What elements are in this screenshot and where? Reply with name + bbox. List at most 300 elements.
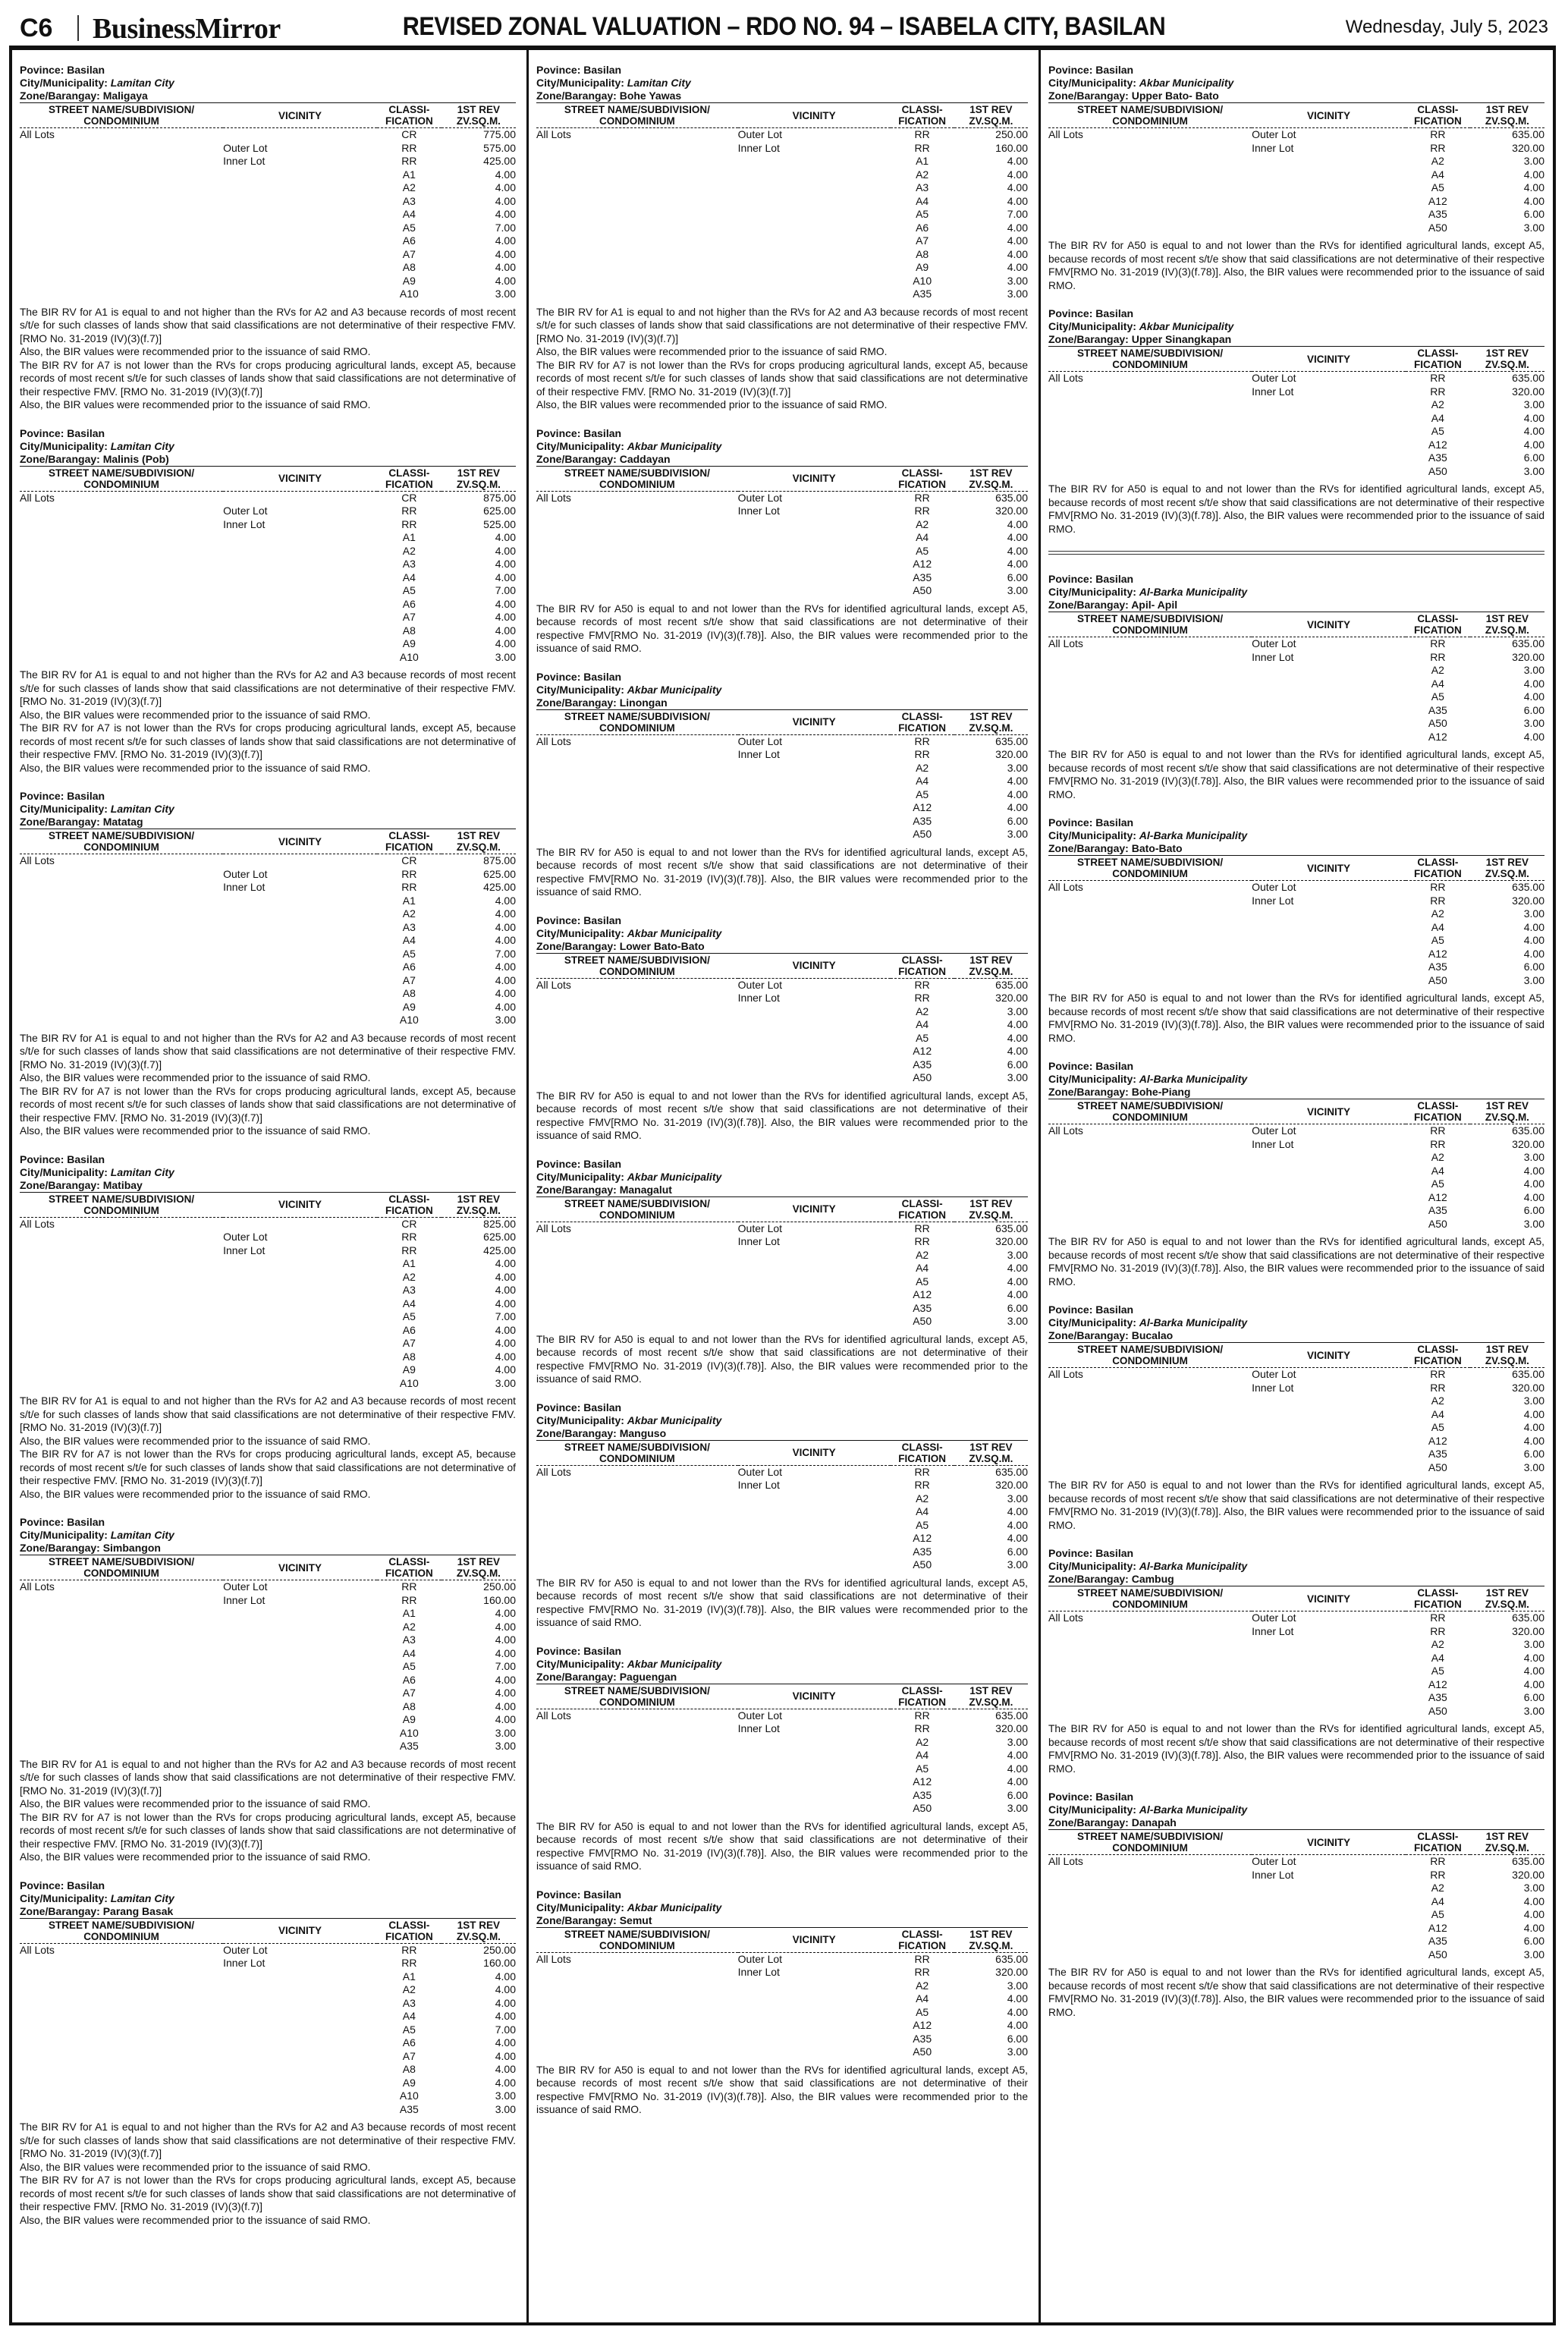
vicinity-cell <box>1252 1408 1406 1422</box>
vicinity-cell <box>223 1284 377 1297</box>
value-cell: 4.00 <box>495 1646 516 1659</box>
col-class-header: CLASSI- FICATION <box>1406 856 1470 881</box>
classification-cell: A2 <box>916 1248 929 1261</box>
classification-cell: A2 <box>402 1620 416 1633</box>
street-cell <box>1048 181 1252 195</box>
page-header <box>17 8 1551 45</box>
street-cell <box>1048 1395 1252 1408</box>
classification-cell: A2 <box>1431 1882 1444 1894</box>
table-row <box>1048 439 1544 452</box>
zone-line <box>20 1542 516 1555</box>
vicinity-cell <box>738 195 891 209</box>
value-cell: 4.00 <box>495 1000 516 1013</box>
vicinity-cell <box>738 1979 891 1993</box>
value-cell: 635.00 <box>995 1222 1028 1234</box>
classification-cell: A50 <box>913 1802 932 1814</box>
classification-cell: RR <box>401 1593 417 1606</box>
classification-cell: A50 <box>1428 1461 1447 1473</box>
table-row <box>20 222 516 235</box>
zone-name: Lower Bato-Bato <box>619 939 705 952</box>
vicinity-cell <box>223 558 377 571</box>
vicinity-cell <box>223 531 377 545</box>
table-row <box>1048 1408 1544 1422</box>
street-cell <box>20 168 223 182</box>
col-vicinity-header: VICINITY <box>223 466 377 491</box>
table-row <box>1048 398 1544 412</box>
value-cell: 4.00 <box>1523 1908 1544 1920</box>
vicinity-cell <box>1252 1638 1406 1652</box>
zone-line <box>1048 333 1544 346</box>
value-cell: 3.00 <box>1523 1395 1544 1407</box>
table-row <box>536 1736 1028 1750</box>
street-cell <box>20 1363 223 1377</box>
province-name: Basilan <box>67 1152 105 1165</box>
city-line <box>536 1658 1028 1671</box>
classification-cell: A2 <box>916 168 929 181</box>
footnote-text: The BIR RV for A1 is equal to and not higher than the RVs for A2 and A3 because records of most recent s/t/e for such classes of lands show that said classifications are not determinative of their respective FMV. [RMO No. 31-2019 (IV)(3)(f.7)] <box>536 306 1028 344</box>
table-header-row <box>536 1684 1028 1709</box>
zone-name: Caddayan <box>619 452 671 465</box>
table-row <box>1048 907 1544 921</box>
vicinity-cell <box>1252 664 1406 678</box>
zone-section <box>20 790 516 1138</box>
valuation-table <box>536 1927 1028 2059</box>
table-row <box>1048 1165 1544 1178</box>
table-row <box>536 558 1028 571</box>
vicinity-cell <box>738 1749 891 1762</box>
zone-name: Simbangon <box>102 1542 161 1554</box>
zone-section <box>1048 1303 1544 1532</box>
street-cell: All Lots <box>1048 637 1083 649</box>
province-line <box>536 1401 1028 1414</box>
vicinity-cell <box>223 948 377 961</box>
value-cell: 4.00 <box>495 1983 516 1995</box>
table-row <box>536 222 1028 235</box>
classification-cell: A4 <box>916 194 929 207</box>
col-vicinity-header: VICINITY <box>1252 1343 1406 1368</box>
street-cell <box>536 234 738 248</box>
vicinity-cell <box>223 854 377 868</box>
classification-cell: A8 <box>402 2063 416 2075</box>
value-cell: 6.00 <box>1523 703 1544 716</box>
street-cell <box>20 505 223 518</box>
value-cell: 4.00 <box>1523 934 1544 946</box>
valuation-table <box>536 1684 1028 1816</box>
value-cell: 4.00 <box>495 894 516 907</box>
classification-cell: A12 <box>913 1532 932 1544</box>
zone-name: Bucalao <box>1131 1329 1174 1341</box>
table-row <box>536 1071 1028 1085</box>
classification-cell: A5 <box>916 544 929 557</box>
value-cell: 4.00 <box>1523 181 1544 193</box>
col-vicinity-header: VICINITY <box>738 953 891 978</box>
col-street-header: STREET NAME/SUBDIVISION/ CONDOMINIUM <box>536 466 738 491</box>
vicinity-cell <box>738 1519 891 1533</box>
city-label: City/Municipality: <box>536 926 624 939</box>
classification-cell: RR <box>1430 1624 1446 1637</box>
vicinity-cell <box>738 1789 891 1803</box>
province-line <box>1048 307 1544 320</box>
city-label: City/Municipality: <box>20 1165 108 1178</box>
value-cell: 3.00 <box>1007 1802 1028 1814</box>
footnote-text: Also, the BIR values were recommended prior to the issuance of said RMO. <box>536 346 888 357</box>
classification-cell: A9 <box>402 1363 416 1376</box>
classification-cell: A50 <box>913 1558 932 1571</box>
table-row <box>20 1271 516 1284</box>
table-row <box>20 934 516 948</box>
city-line <box>1048 829 1544 842</box>
vicinity-cell <box>223 1014 377 1027</box>
vicinity-cell <box>1252 1652 1406 1665</box>
classification-cell: A7 <box>402 1337 416 1349</box>
table-row <box>20 571 516 585</box>
vicinity-cell <box>223 1377 377 1391</box>
vicinity-cell <box>1252 1178 1406 1191</box>
province-label: Povince: <box>1048 1060 1093 1072</box>
province-name: Basilan <box>67 1516 105 1528</box>
table-header-row <box>1048 1830 1544 1855</box>
classification-cell: A2 <box>1431 398 1444 410</box>
table-row <box>536 1275 1028 1289</box>
value-cell: 4.00 <box>1007 221 1028 234</box>
classification-cell: RR <box>914 748 930 760</box>
province-name: Basilan <box>583 670 622 683</box>
col-street-header: STREET NAME/SUBDIVISION/ CONDOMINIUM <box>20 466 223 491</box>
value-cell: 320.00 <box>995 505 1028 517</box>
value-cell: 635.00 <box>995 978 1028 991</box>
value-cell: 160.00 <box>995 141 1028 154</box>
footnote <box>536 846 1028 899</box>
value-cell: 3.00 <box>1523 464 1544 477</box>
table-row <box>20 1594 516 1608</box>
vicinity-cell <box>223 2010 377 2023</box>
footnote <box>536 306 1028 412</box>
city-name: Lamitan City <box>110 1891 174 1904</box>
classification-cell: A12 <box>913 558 932 570</box>
table-row <box>536 1045 1028 1058</box>
vicinity-cell: Outer Lot <box>1252 1368 1296 1380</box>
street-cell <box>536 545 738 558</box>
col-vicinity-header: VICINITY <box>223 829 377 854</box>
table-header-row <box>1048 103 1544 128</box>
value-cell: 320.00 <box>995 748 1028 760</box>
table-row <box>20 881 516 895</box>
table-row <box>20 1217 516 1231</box>
table-row <box>1048 678 1544 691</box>
col-value-header: 1ST REV ZV.SQ.M. <box>1470 103 1544 128</box>
table-row <box>536 801 1028 815</box>
classification-cell: A12 <box>913 1045 932 1057</box>
zone-label: Zone/Barangay: <box>20 1542 100 1554</box>
vicinity-cell: Outer Lot <box>1252 881 1296 893</box>
valuation-table <box>20 466 516 665</box>
street-cell <box>20 1001 223 1014</box>
vicinity-cell <box>738 275 891 288</box>
street-cell: All Lots <box>20 128 55 140</box>
city-name: Al-Barka Municipality <box>1139 1073 1248 1085</box>
street-cell <box>20 895 223 908</box>
footnote-text: Also, the BIR values were recommended prior to the issuance of said RMO. <box>20 399 371 410</box>
table-row <box>20 531 516 545</box>
vicinity-cell <box>223 1297 377 1311</box>
province-name: Basilan <box>1095 1547 1134 1559</box>
value-cell: 4.00 <box>495 1284 516 1296</box>
value-cell: 4.00 <box>1007 1275 1028 1288</box>
value-cell: 3.00 <box>1007 1071 1028 1083</box>
vicinity-cell <box>738 828 891 841</box>
table-row <box>20 248 516 262</box>
classification-cell: RR <box>1430 1868 1446 1881</box>
table-row <box>1048 181 1544 195</box>
street-cell <box>536 1249 738 1262</box>
city-name: Akbar Municipality <box>627 1413 722 1426</box>
vicinity-cell <box>223 1634 377 1647</box>
table-row <box>20 1310 516 1324</box>
value-cell: 4.00 <box>495 1323 516 1336</box>
vicinity-cell <box>1252 934 1406 948</box>
footnote-text: Also, the BIR values were recommended prior to the issuance of said RMO. <box>20 1072 371 1083</box>
table-header-row <box>20 829 516 854</box>
table-row <box>20 1943 516 1957</box>
classification-cell: A5 <box>916 1275 929 1288</box>
col-value-header: 1ST REV ZV.SQ.M. <box>441 466 516 491</box>
col-class-header: CLASSI- FICATION <box>891 709 954 734</box>
table-row <box>20 128 516 142</box>
vicinity-cell <box>223 2036 377 2050</box>
footnote-text: Also, the BIR values were recommended prior to the issuance of said RMO. <box>20 2214 371 2226</box>
col-vicinity-header: VICINITY <box>1252 856 1406 881</box>
classification-cell: A4 <box>916 1992 929 2005</box>
col-value-header: 1ST REV ZV.SQ.M. <box>441 1918 516 1943</box>
classification-cell: A2 <box>916 761 929 774</box>
vicinity-cell <box>223 1621 377 1634</box>
province-name: Basilan <box>1095 816 1134 829</box>
classification-cell: CR <box>401 128 417 140</box>
street-cell <box>1048 1908 1252 1922</box>
street-cell <box>20 1014 223 1027</box>
table-row <box>20 948 516 961</box>
header-divider <box>77 15 79 41</box>
classification-cell: A35 <box>913 1301 932 1314</box>
street-cell <box>1048 1382 1252 1395</box>
table-row <box>536 518 1028 532</box>
vicinity-cell <box>1252 1218 1406 1231</box>
street-cell <box>20 1351 223 1364</box>
table-row <box>1048 1869 1544 1882</box>
classification-cell: A50 <box>1428 973 1447 986</box>
province-name: Basilan <box>1095 1303 1134 1316</box>
value-cell: 635.00 <box>995 734 1028 747</box>
street-cell: All Lots <box>20 1217 55 1230</box>
zone-line <box>536 90 1028 102</box>
classification-cell: RR <box>914 128 930 140</box>
value-cell: 3.00 <box>1007 1558 1028 1571</box>
table-row <box>536 1262 1028 1275</box>
footnote-text: Also, the BIR values were recommended prior to the issuance of said RMO. <box>20 1435 371 1447</box>
vicinity-cell <box>1252 168 1406 182</box>
table-row <box>20 288 516 301</box>
classification-cell: CR <box>401 491 417 504</box>
table-row <box>20 1014 516 1027</box>
city-label: City/Municipality: <box>536 77 624 89</box>
classification-cell: A5 <box>916 1518 929 1531</box>
classification-cell: A12 <box>913 2019 932 2031</box>
col-class-header: CLASSI- FICATION <box>891 953 954 978</box>
value-cell: 4.00 <box>1007 531 1028 543</box>
value-cell: 4.00 <box>1007 775 1028 787</box>
vicinity-cell: Outer Lot <box>1252 1612 1296 1624</box>
classification-cell: A35 <box>1428 1691 1447 1703</box>
street-cell <box>20 195 223 209</box>
value-cell: 4.00 <box>495 1687 516 1699</box>
table-row <box>536 1952 1028 1966</box>
col-class-header: CLASSI- FICATION <box>891 1927 954 1952</box>
province-line <box>536 671 1028 684</box>
classification-cell: A50 <box>913 828 932 840</box>
table-row <box>536 1005 1028 1019</box>
table-row <box>20 1700 516 1714</box>
col-value-header: 1ST REV ZV.SQ.M. <box>1470 1586 1544 1612</box>
classification-cell: RR <box>401 141 417 154</box>
value-cell: 320.00 <box>1512 141 1544 154</box>
province-name: Basilan <box>1095 573 1134 585</box>
city-name: Akbar Municipality <box>627 926 722 939</box>
classification-cell: RR <box>914 1952 930 1965</box>
classification-cell: A12 <box>1428 194 1447 207</box>
table-row <box>20 2036 516 2050</box>
vicinity-cell <box>223 571 377 585</box>
vicinity-cell <box>738 1992 891 2006</box>
vicinity-cell: Outer Lot <box>1252 637 1296 649</box>
table-row <box>20 1660 516 1674</box>
footnote-text: The BIR RV for A50 is equal to and not lower than the RVs for identified agricultural lands, except A5, because records of most recent s/t/e show that said classifications are not determinative of their respective FMV[RMO No. 31-2019 (IV)(3)(f.78)]. Also, the BIR values were recommended prior to the issuance of said RMO. <box>536 1820 1028 1872</box>
classification-cell: A5 <box>402 947 416 960</box>
street-cell <box>1048 1652 1252 1665</box>
zone-label: Zone/Barangay: <box>1048 333 1129 345</box>
vicinity-cell <box>223 168 377 182</box>
col-vicinity-header: VICINITY <box>1252 1586 1406 1612</box>
value-cell: 425.00 <box>483 1244 516 1256</box>
vicinity-cell <box>738 248 891 262</box>
vicinity-cell <box>738 1288 891 1302</box>
classification-cell: RR <box>401 881 417 893</box>
col-class-header: CLASSI- FICATION <box>1406 1830 1470 1855</box>
province-line <box>1048 816 1544 829</box>
col-class-header: CLASSI- FICATION <box>891 1196 954 1222</box>
classification-cell: A35 <box>1428 961 1447 973</box>
table-row <box>536 288 1028 301</box>
classification-cell: A1 <box>402 894 416 907</box>
table-row <box>20 1607 516 1621</box>
classification-cell: A50 <box>913 1071 932 1083</box>
vicinity-cell <box>738 1762 891 1776</box>
classification-cell: RR <box>1430 650 1446 663</box>
province-label: Povince: <box>20 64 64 76</box>
table-row <box>1048 1435 1544 1448</box>
street-cell <box>536 1532 738 1545</box>
street-cell: All Lots <box>1048 1368 1083 1380</box>
city-line <box>20 803 516 816</box>
classification-cell: A4 <box>402 934 416 946</box>
street-cell <box>20 1244 223 1258</box>
vicinity-cell <box>738 518 891 532</box>
table-row <box>536 261 1028 275</box>
table-row <box>536 2033 1028 2046</box>
classification-cell: A5 <box>916 1031 929 1044</box>
footnote-text: The BIR RV for A7 is not lower than the RVs for crops producing agricultural lands, except A5, because records of most recent s/t/e for such classes of lands show that said classifications are not determinative of their respective FMV. [RMO No. 31-2019 (IV)(3)(f.7)] <box>20 1448 516 1486</box>
zone-name: Semut <box>619 1913 652 1926</box>
city-label: City/Municipality: <box>1048 829 1136 841</box>
classification-cell: A7 <box>916 234 929 247</box>
street-cell <box>1048 1665 1252 1678</box>
classification-cell: A4 <box>916 775 929 787</box>
footnote-text: Also, the BIR values were recommended prior to the issuance of said RMO. <box>20 2161 371 2173</box>
classification-cell: A5 <box>1431 181 1444 193</box>
table-row <box>20 1001 516 1014</box>
street-cell <box>536 1722 738 1736</box>
col-vicinity-header: VICINITY <box>738 1196 891 1222</box>
street-cell <box>20 2063 223 2077</box>
value-cell: 250.00 <box>483 1943 516 1956</box>
vicinity-cell <box>738 1071 891 1085</box>
classification-cell: A10 <box>399 288 419 300</box>
city-line <box>20 1529 516 1542</box>
col-street-header: STREET NAME/SUBDIVISION/ CONDOMINIUM <box>1048 1099 1252 1124</box>
vicinity-cell: Inner Lot <box>223 155 266 167</box>
value-cell: 625.00 <box>483 1231 516 1243</box>
table-row <box>536 128 1028 142</box>
classification-cell: A10 <box>399 1726 419 1739</box>
vicinity-cell <box>223 1257 377 1271</box>
value-cell: 6.00 <box>1523 1448 1544 1460</box>
table-row <box>536 978 1028 992</box>
col-value-header: 1ST REV ZV.SQ.M. <box>441 103 516 128</box>
classification-cell: A2 <box>916 1492 929 1505</box>
zone-label: Zone/Barangay: <box>20 90 100 102</box>
classification-cell: A35 <box>399 2102 419 2115</box>
table-row <box>1048 412 1544 426</box>
street-cell <box>536 168 738 182</box>
table-row <box>1048 465 1544 479</box>
city-name: Lamitan City <box>110 803 174 815</box>
zone-section <box>20 1516 516 1864</box>
province-line <box>536 427 1028 440</box>
classification-cell: A3 <box>402 1634 416 1646</box>
table-row <box>536 748 1028 762</box>
value-cell: 4.00 <box>495 597 516 610</box>
classification-cell: RR <box>401 505 417 517</box>
table-header-row <box>536 953 1028 978</box>
vicinity-cell: Outer Lot <box>223 1231 268 1243</box>
vicinity-cell <box>223 1001 377 1014</box>
street-cell <box>1048 1461 1252 1475</box>
zone-section <box>536 1645 1028 1873</box>
classification-cell: A2 <box>1431 907 1444 920</box>
table-row <box>20 637 516 651</box>
street-cell <box>536 222 738 235</box>
city-line <box>536 1414 1028 1427</box>
footnote-text: Also, the BIR values were recommended prior to the issuance of said RMO. <box>20 1798 371 1810</box>
page-title: REVISED ZONAL VALUATION – RDO NO. 94 – ISABELA CITY, BASILAN <box>402 12 1166 41</box>
value-cell: 3.00 <box>495 1726 516 1739</box>
classification-cell: A5 <box>1431 1178 1444 1190</box>
table-row <box>20 2063 516 2077</box>
vicinity-cell <box>1252 465 1406 479</box>
street-cell <box>20 1660 223 1674</box>
col-vicinity-header: VICINITY <box>223 103 377 128</box>
street-cell <box>1048 1421 1252 1435</box>
vicinity-cell <box>738 584 891 598</box>
